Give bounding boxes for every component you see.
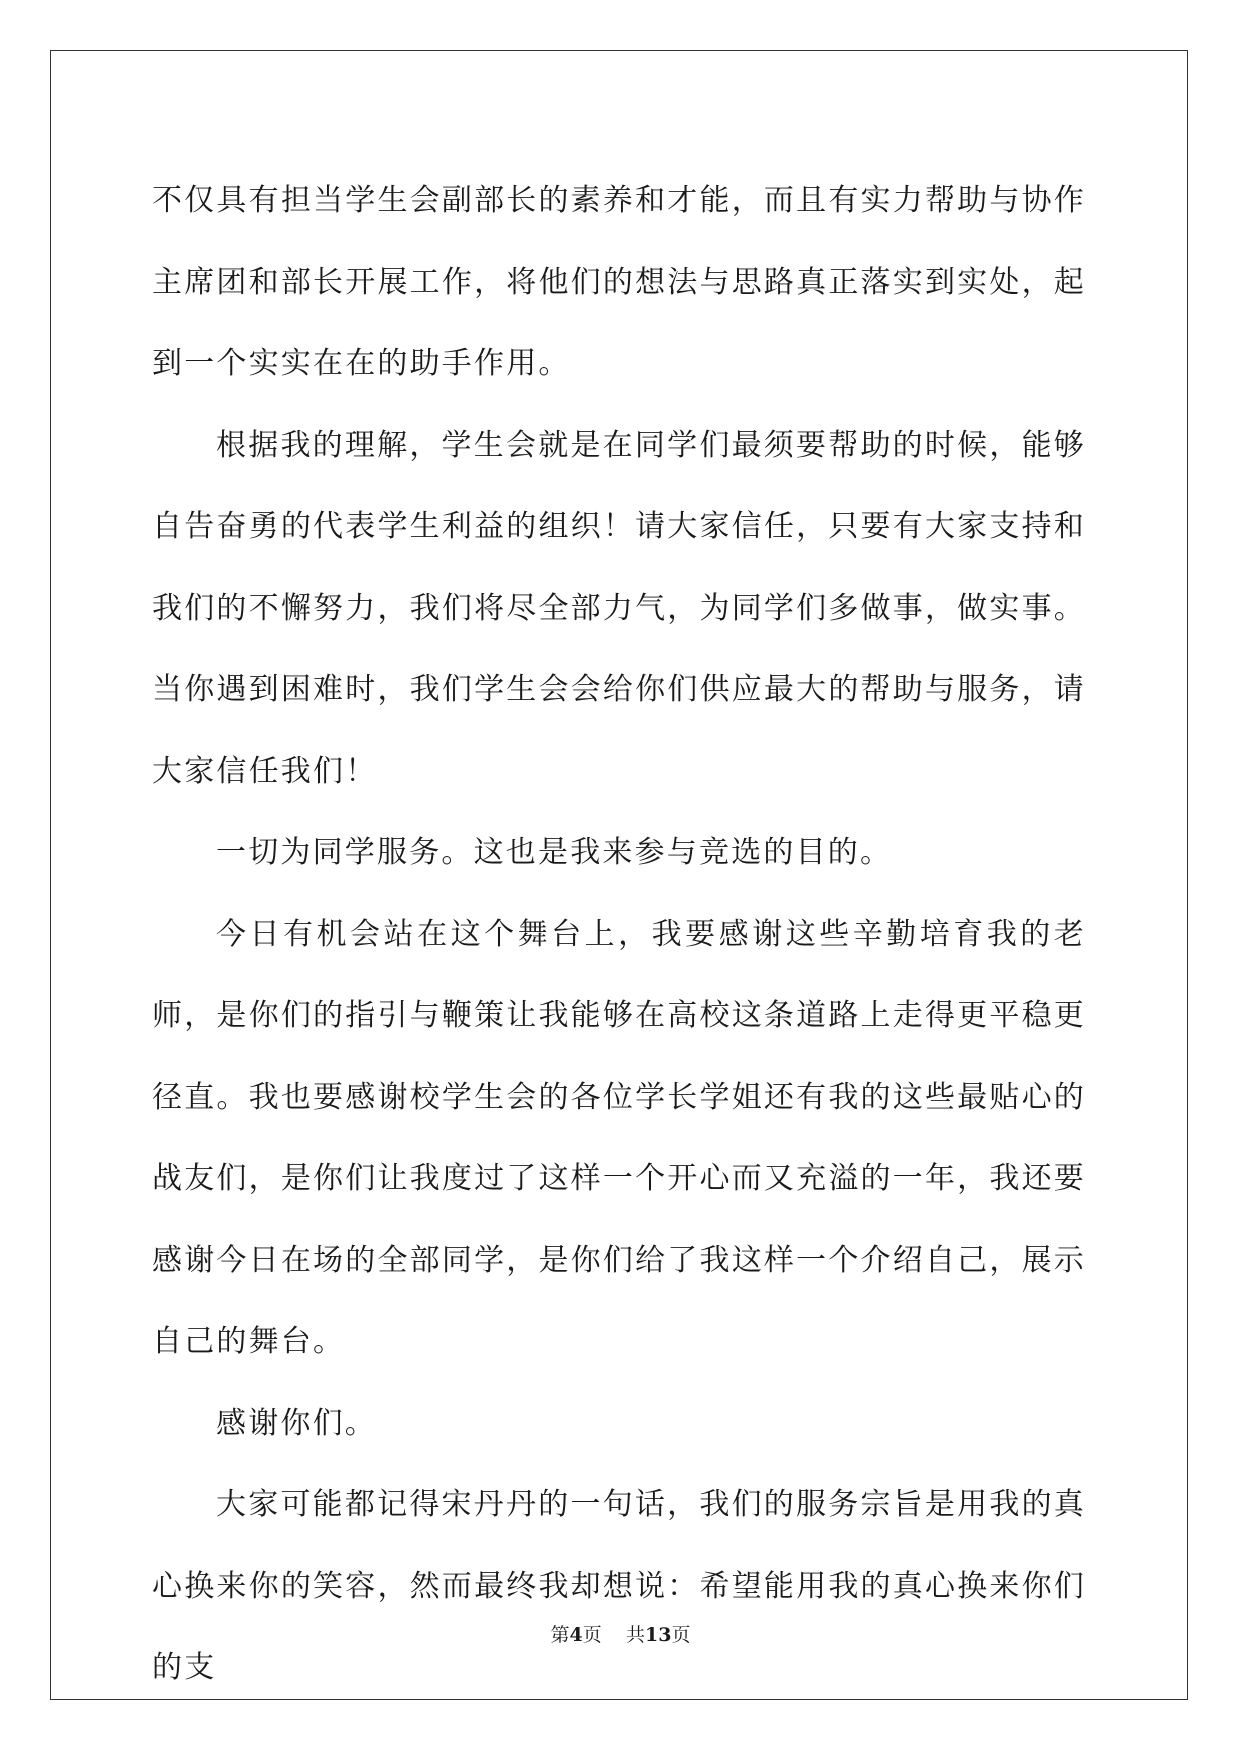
paragraph-3: 一切为同学服务。这也是我来参与竞选的目的。 bbox=[216, 835, 893, 870]
paragraph-2: 根据我的理解，学生会就是在同学们最须要帮助的时候，能够自告奋勇的代表学生利益的组织！请大家信任，只要有大家支持和我们的不懈努力，我们将尽全部力气，为同学们多做事，做实事。当你遇到困难时，我们学生会会给你们供应最大的帮助与服务，请大家信任我们！ bbox=[152, 427, 1086, 789]
footer-prefix: 第 bbox=[550, 1624, 570, 1646]
document-body bbox=[152, 160, 1086, 1709]
paragraph-1: 不仅具有担当学生会副部长的素养和才能，而且有实力帮助与协作主席团和部长开展工作，将他们的想法与思路真正落实到实处，起到一个实实在在的助手作用。 bbox=[152, 183, 1086, 381]
total-pages-number: 13 bbox=[644, 1624, 672, 1646]
footer-total-suffix: 页 bbox=[671, 1624, 691, 1646]
paragraph-6: 大家可能都记得宋丹丹的一句话，我们的服务宗旨是用我的真心换来你的笑容，然而最终我却想说：希望能用我的真心换来你们的支 bbox=[152, 1487, 1086, 1685]
paragraph-5: 感谢你们。 bbox=[216, 1405, 377, 1441]
paragraph-4: 今日有机会站在这个舞台上，我要感谢这些辛勤培育我的老师，是你们的指引与鞭策让我能够在高校这条道路上走得更平稳更径直。我也要感谢校学生会的各位学长学姐还有我的这些最贴心的战友们，是你们让我度过了这样一个开心而又充溢的一年，我还要感谢今日在场的全部同学，是你们给了我这样一个介绍自己，展示自己的舞台。 bbox=[152, 916, 1086, 1359]
footer-total-prefix: 共 bbox=[625, 1624, 645, 1646]
page-footer bbox=[0, 1620, 1241, 1647]
current-page-number: 4 bbox=[569, 1624, 583, 1646]
footer-page-suffix: 页 bbox=[582, 1624, 602, 1646]
